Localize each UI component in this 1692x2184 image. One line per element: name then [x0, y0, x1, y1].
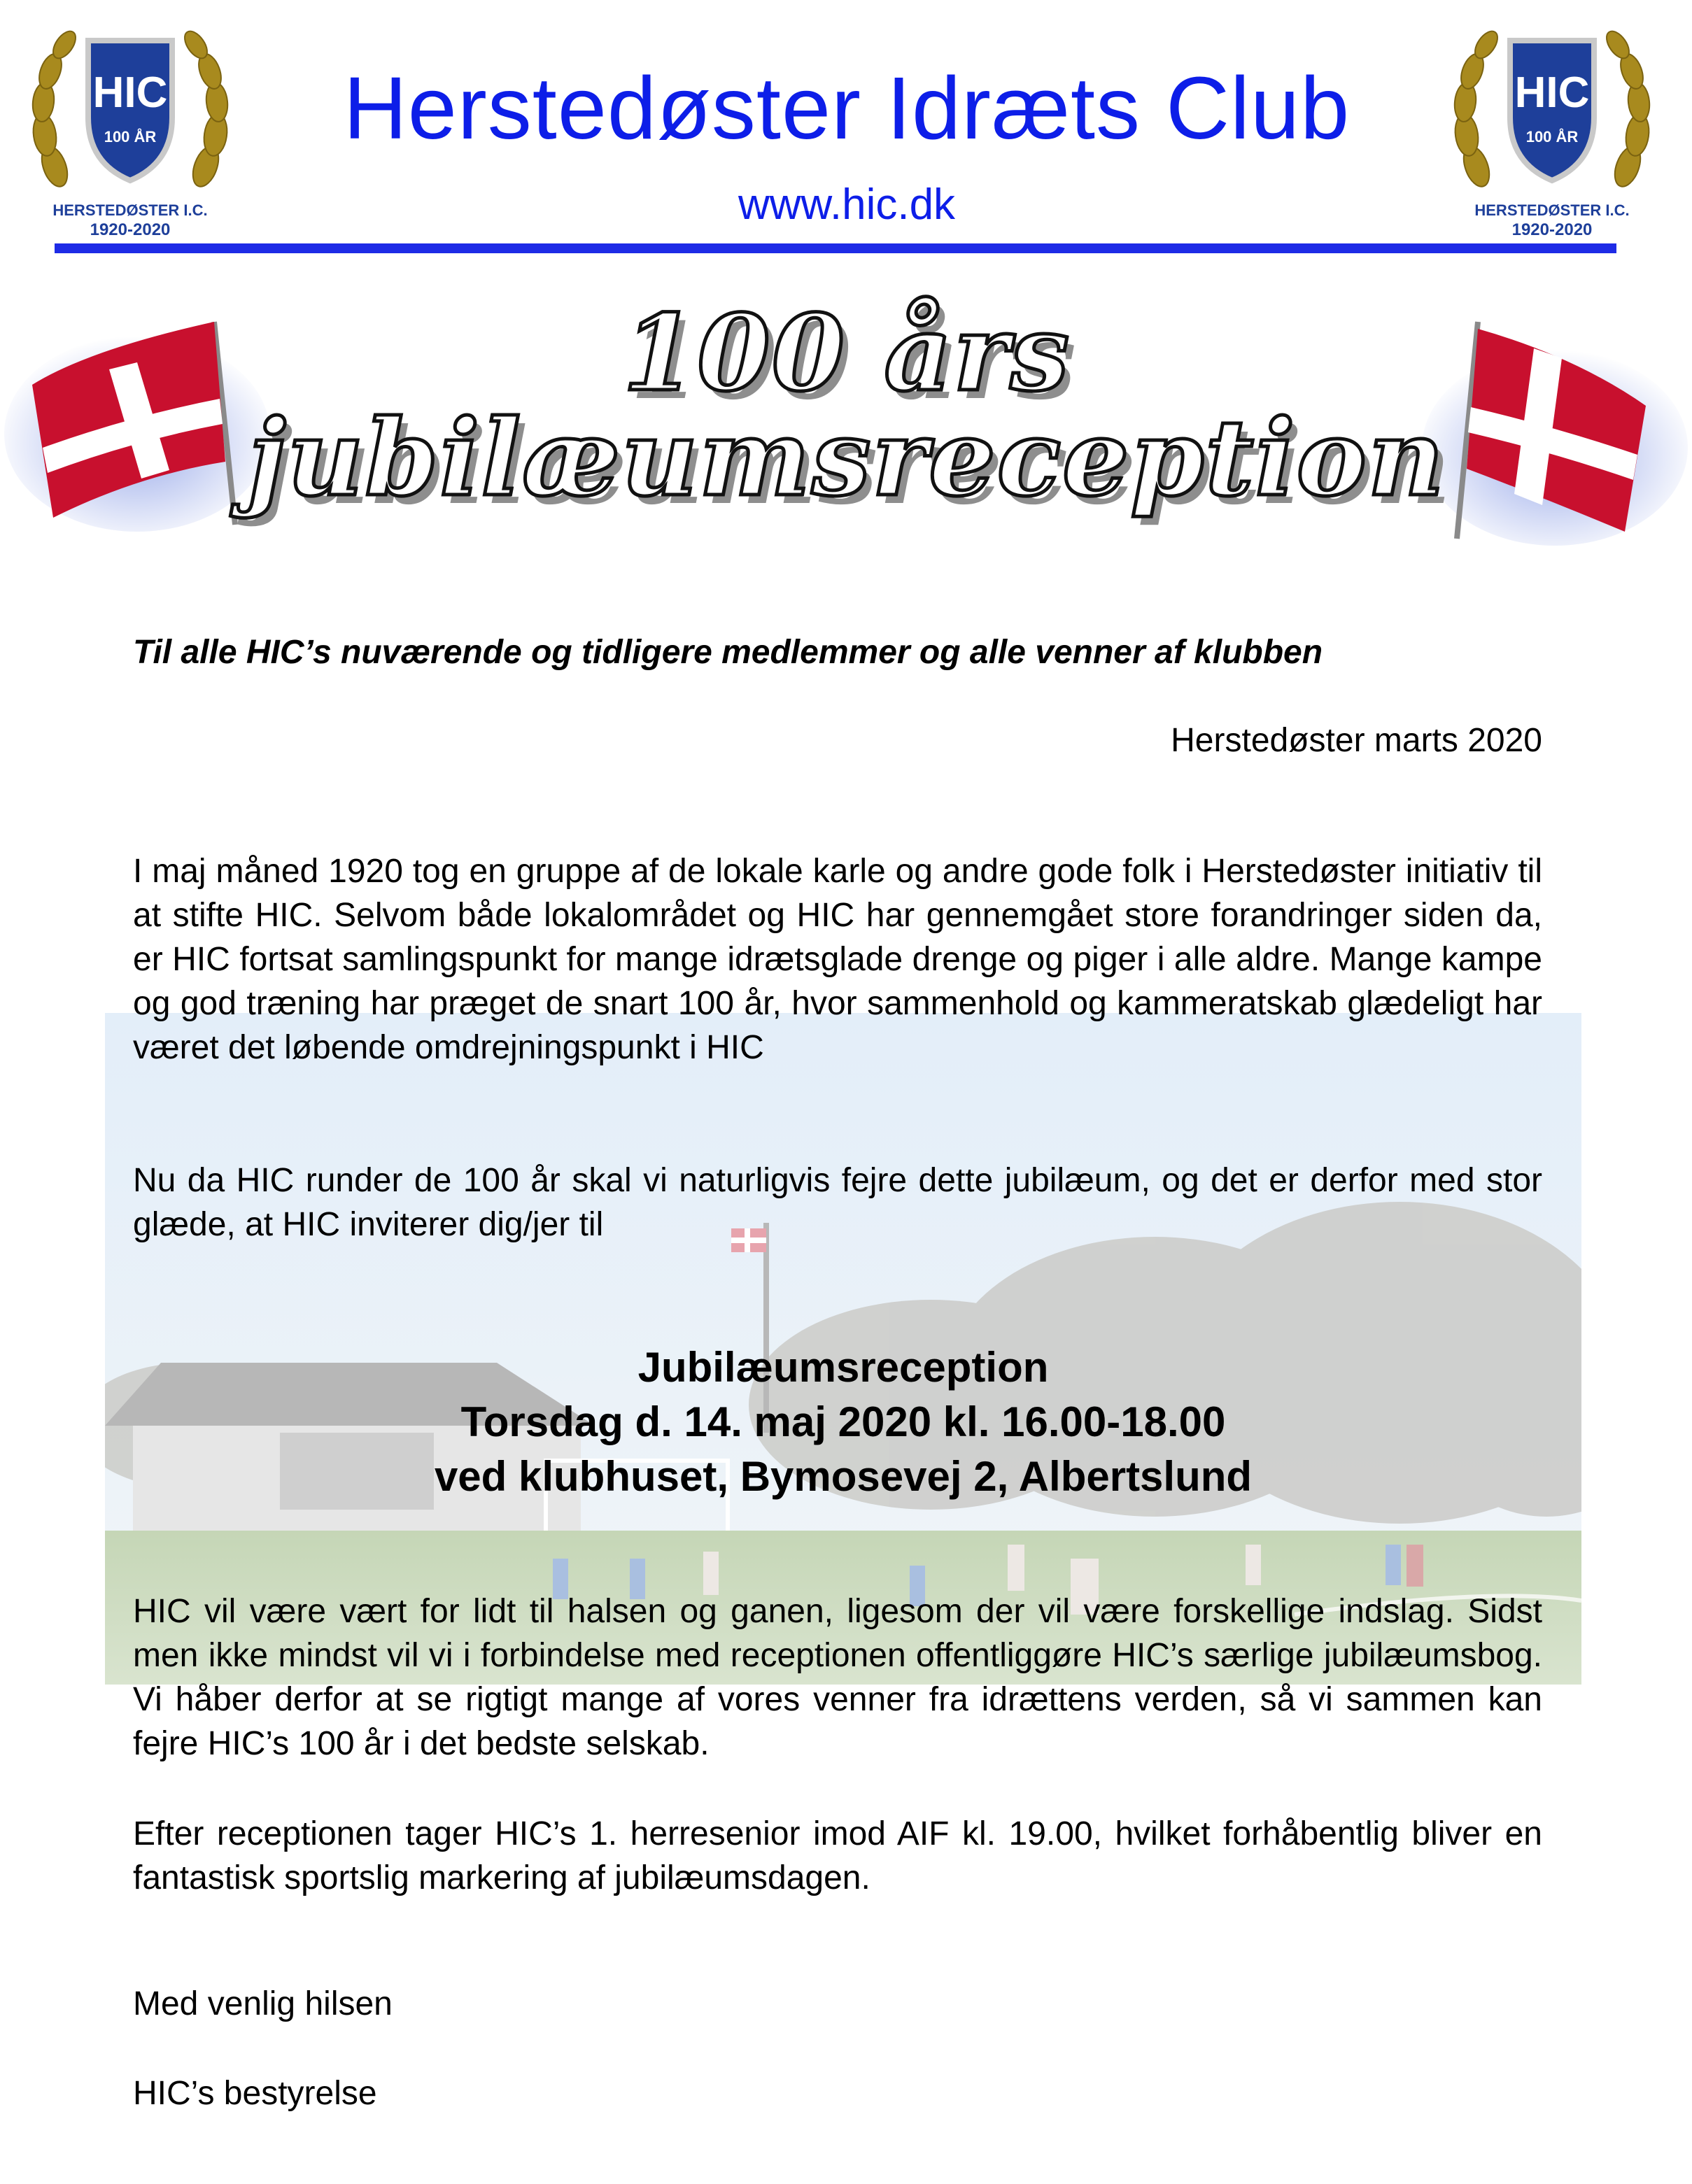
danish-flag-right-icon [1415, 308, 1688, 546]
club-logo-right [1440, 13, 1664, 243]
letter-paragraph-history: I maj måned 1920 tog en gruppe af de lokale karle og andre gode folk i Herstedøster initiativ til at stifte HIC. Selvom både lokalområdet og HIC har gennemgået store forandringer siden da, er HIC fortsat samlingspunkt for mange idrætsglade drenge og piger i alle aldre. Mange kampe og god træning har præget de snart 100 år, hvor sammenhold og kammeratskab glædeligt har været det løbende omdrejningspunkt i HIC [133, 853, 1542, 1066]
invitation-event-name: Jubilæumsreception [637, 1344, 1049, 1391]
logo-years-text: 100 ÅR [1525, 128, 1579, 146]
letter-paragraph-program: HIC vil være vært for lidt til halsen og ganen, ligesom der vil være forskellige indslag. Sidst men ikke mindst vil vi i forbindelse med receptionen offentliggøre HIC’s særlige jubilæumsbog. Vi håber derfor at se rigtigt mange af vores venner fra idrættens verden, så vi sammen kan fejre HIC’s 100 år i det bedste selskab. [133, 1593, 1542, 1762]
logo-shield-text: HIC [92, 69, 168, 117]
letter-paragraph-match: Efter receptionen tager HIC’s 1. herresenior imod AIF kl. 19.00, hvilket forhåbentlig bliver en fantastisk sportslig markering af jubilæumsdagen. [133, 1815, 1542, 1896]
logo-years-text: 100 ÅR [104, 128, 157, 146]
invitation-location: ved klubhuset, Bymosevej 2, Albertslund [434, 1453, 1253, 1500]
jubilee-title: 100 års jubilæumsreception [248, 292, 1446, 520]
club-logo-left [18, 13, 242, 243]
logo-banner-line1: HERSTEDØSTER I.C. [52, 201, 208, 219]
logo-banner-line1: HERSTEDØSTER I.C. [1474, 201, 1630, 219]
letter-signature: HIC’s bestyrelse [133, 2075, 377, 2112]
invitation-block [105, 1340, 1581, 1504]
club-name-heading: Herstedøster Idræts Club [343, 59, 1351, 157]
invitation-date-time: Torsdag d. 14. maj 2020 kl. 16.00-18.00 [460, 1398, 1226, 1445]
letter-greeting: Til alle HIC’s nuværende og tidligere medlemmer og alle venner af klubben [133, 634, 1323, 671]
header-divider [55, 243, 1616, 253]
letter-paragraph-invite: Nu da HIC runder de 100 år skal vi naturligvis fejre dette jubilæum, og det er derfor med stor glæde, at HIC inviterer dig/jer til [133, 1162, 1542, 1243]
letter-date: Herstedøster marts 2020 [1171, 722, 1542, 759]
danish-flag-left-icon [4, 294, 277, 532]
logo-banner-line2: 1920-2020 [90, 220, 171, 239]
club-website-link[interactable]: www.hic.dk [738, 180, 956, 229]
letter-closing: Med venlig hilsen [133, 1985, 393, 2022]
logo-shield-text: HIC [1514, 69, 1590, 117]
logo-banner-line2: 1920-2020 [1511, 220, 1593, 239]
